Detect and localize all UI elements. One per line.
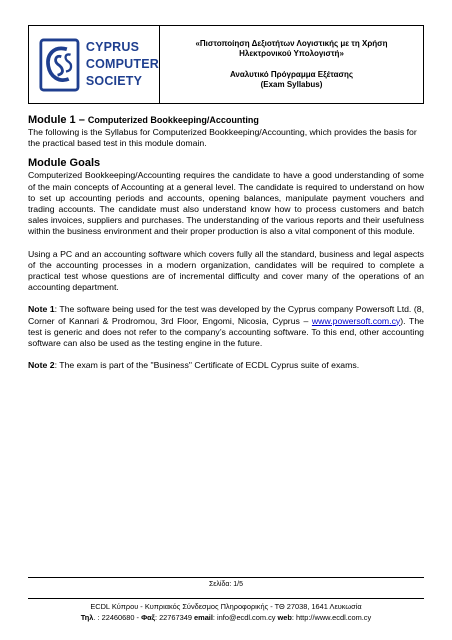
module-intro: The following is the Syllabus for Computerized Bookkeeping/Accounting, which provides the basis for the practical based test in this module domain. — [28, 127, 417, 149]
module-goals-heading: Module Goals — [28, 157, 101, 170]
note-1-label: Note 1 — [28, 304, 55, 315]
footer-tel: . : 22460680 - — [93, 613, 142, 622]
footer-contacts — [0, 613, 452, 622]
footer-email: : info@ecdl.com.cy — [212, 613, 278, 622]
footer-fax: : 22767349 — [154, 613, 195, 622]
powersoft-link[interactable]: www.powersoft.com.cy — [311, 315, 401, 326]
module-title-main: Computerized Bookkeeping/Accounting — [87, 115, 259, 125]
header-title-line-2: Ηλεκτρονικού Υπολογιστή» — [239, 49, 344, 58]
note-1-text-a: : The software being used for the test was developed by the Cyprus company Powersoft Ltd. (8, Corner of Kannari & Prodromou, 3rd Floor, Engomi, Nicosia, Cyprus – — [28, 304, 424, 326]
note-1-text-b: ). The test is generic and does not refer to the company’s accounting software. To this end, other accounting software can also be used as the testing engine in the future. — [28, 315, 424, 349]
logo-wordmark — [86, 39, 159, 90]
footer-divider-top — [28, 577, 424, 578]
footer-web: : http://www.ecdl.com.cy — [291, 613, 372, 622]
header-syllabus-line-1: Αναλυτικό Πρόγραμμα Εξέτασης — [229, 69, 354, 79]
module-goals-paragraph-2: Using a PC and an accounting software which covers fully all the standard, business and legal aspects of the accounting processes in a modern organization, candidates will be required to complete a practical test whose questions are of incremental difficulty and cover many of the operations of an accounting department. — [28, 248, 424, 293]
module-goals-paragraph-1: Computerized Bookkeeping/Accounting requires the candidate to have a good understanding of some of the main concepts of Accounting at a general level. The candidate is required to understand on how to set up accounting periods and accounts, opening balances, manipulate payment vouchers and trading accounts. The candidate must also understand know how to process customers and batch sales invoices, suppliers and purchases. The understanding of the various reports and their usefulness within the business environment and their proper production is also a vital component of this module. — [28, 170, 424, 237]
logo — [29, 26, 160, 103]
logo-line-2: COMPUTER — [85, 57, 159, 71]
note-2-text: : The exam is part of the "Business" Certificate of ECDL Cyprus suite of exams. — [54, 360, 360, 371]
logo-line-3: SOCIETY — [85, 74, 143, 88]
footer-fax-label: Φαξ — [141, 613, 155, 622]
module-title-prefix: Module 1 – — [28, 114, 88, 126]
footer-divider-bottom — [28, 598, 424, 599]
footer-address: ECDL Κύπρου - Κυπριακός Σύνδεσμος Πληροφορικής - ΤΘ 27038, 1641 Λευκωσία — [90, 602, 362, 611]
footer-web-label: web — [277, 613, 292, 622]
header-title-line-1: «Πιστοποίηση Δεξιοτήτων Λογιστικής με τη Χρήση — [195, 38, 388, 48]
document-body — [28, 114, 424, 371]
footer-tel-label: Τηλ — [80, 613, 94, 622]
page-number: Σελίδα: 1/5 — [208, 581, 244, 588]
header-syllabus-line-2: (Exam Syllabus) — [260, 80, 323, 89]
note-2 — [28, 360, 424, 371]
note-1 — [28, 304, 424, 349]
logo-line-1: CYPRUS — [85, 40, 140, 54]
document-header — [28, 25, 424, 104]
note-2-label: Note 2 — [28, 360, 55, 371]
header-title-block — [160, 26, 423, 103]
cyprus-computer-society-logo-icon — [39, 36, 80, 94]
module-title — [28, 114, 424, 127]
footer-email-label: email — [194, 613, 213, 622]
